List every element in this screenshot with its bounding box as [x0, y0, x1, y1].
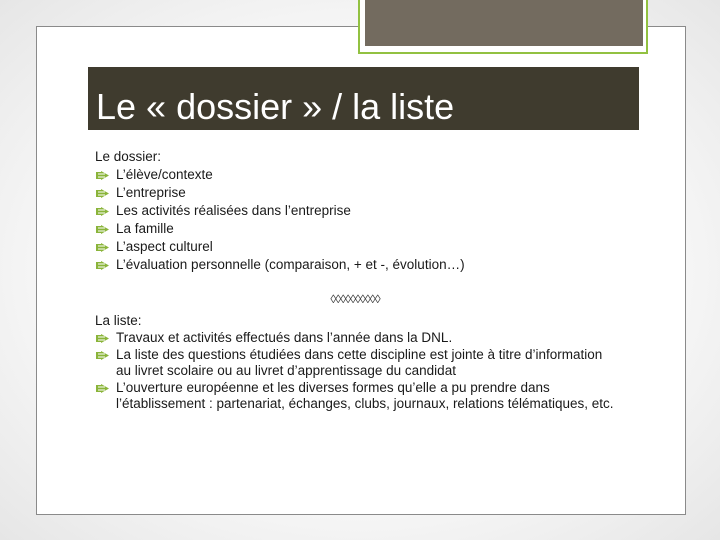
dossier-list	[95, 166, 615, 274]
green-arrow-bullet-icon	[95, 166, 111, 184]
liste-list	[95, 330, 615, 412]
list-item	[95, 347, 615, 379]
list-item	[95, 380, 615, 412]
list-item-text: Travaux et activités effectués dans l’année dans la DNL.	[116, 330, 453, 345]
list-item-text: L’entreprise	[116, 185, 186, 200]
list-item	[95, 220, 615, 238]
list-item-text: L’aspect culturel	[116, 239, 213, 254]
list-item-text: L’élève/contexte	[116, 167, 213, 182]
list-item-text: L’évaluation personnelle (comparaison, + et -, évolution…)	[116, 257, 465, 272]
list-item	[95, 184, 615, 202]
dossier-heading: Le dossier:	[95, 149, 162, 164]
list-item	[95, 166, 615, 184]
green-arrow-bullet-icon	[95, 256, 111, 274]
list-item	[95, 330, 615, 346]
slide-content	[95, 148, 615, 413]
list-item	[95, 256, 615, 274]
green-arrow-bullet-icon	[95, 184, 111, 202]
list-item-text: Les activités réalisées dans l’entreprise	[116, 203, 351, 218]
list-item-text: L’ouverture européenne et les diverses formes qu’elle a pu prendre dans l’établissement : partenariat, échanges, clubs, journaux, relations télématiques, etc.	[116, 380, 614, 411]
slide-title: Le « dossier » / la liste	[96, 86, 455, 127]
list-item	[95, 202, 615, 220]
green-arrow-bullet-icon	[95, 202, 111, 220]
green-arrow-bullet-icon	[95, 220, 111, 238]
list-item	[95, 238, 615, 256]
list-item-text: La famille	[116, 221, 174, 236]
green-arrow-bullet-icon	[95, 329, 111, 347]
liste-heading: La liste:	[95, 313, 142, 328]
green-arrow-bullet-icon	[95, 238, 111, 256]
title-bar	[88, 67, 639, 130]
corner-decoration-fill	[365, 0, 643, 46]
separator-text: ◊◊◊◊◊◊◊◊◊◊	[330, 292, 380, 306]
green-arrow-bullet-icon	[95, 346, 111, 364]
list-item-text: La liste des questions étudiées dans cette discipline est jointe à titre d’information au livret scolaire ou au livret d’apprentissage du candidat	[116, 347, 603, 378]
diamond-separator	[95, 290, 615, 308]
green-arrow-bullet-icon	[95, 379, 111, 397]
